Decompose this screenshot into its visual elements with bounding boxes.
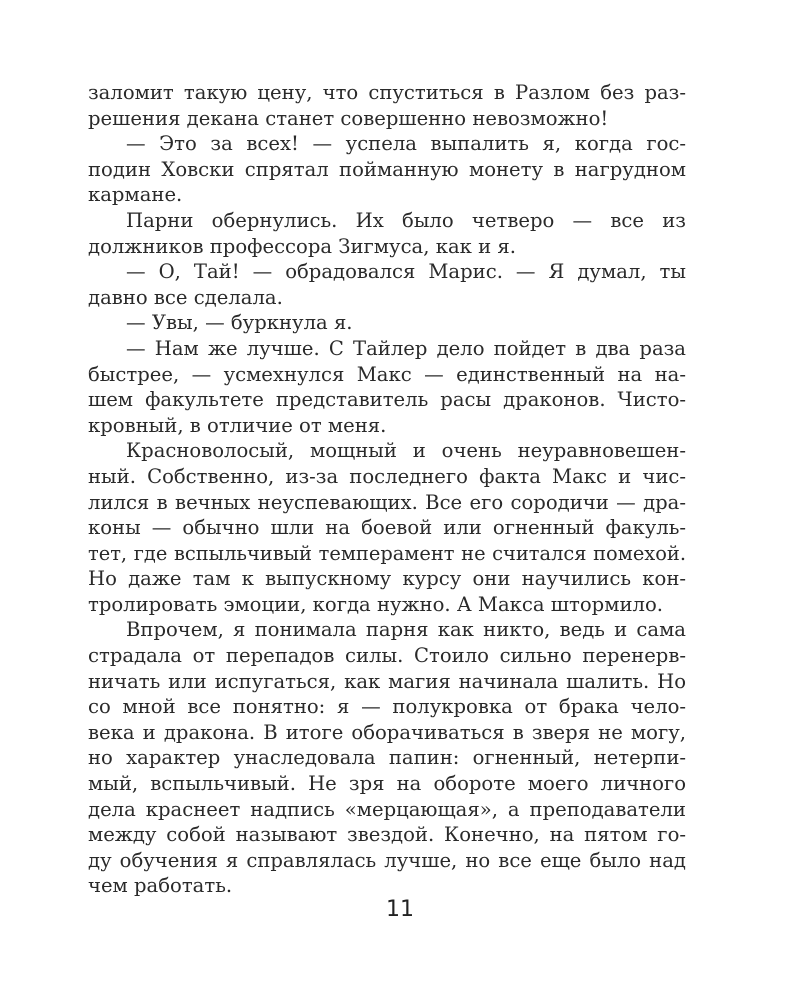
text-line: Красноволосый, мощный и очень неуравновешен- (126, 439, 686, 463)
text-line: давно все сделала. (88, 285, 283, 309)
text-line: Но даже там к выпускному курсу они научились кон- (88, 567, 686, 591)
text-line: лился в вечных неуспевающих. Все его сородичи — дра- (88, 490, 686, 514)
text-line: решения декана станет совершенно невозможно! (88, 106, 609, 130)
text-line: должников профессора Зигмуса, как и я. (88, 234, 516, 258)
text-line: Впрочем, я понимала парня как никто, ведь и сама (126, 618, 686, 642)
text-line: — О, Тай! — обрадовался Марис. — Я думал, ты (126, 260, 686, 284)
text-line: подин Ховски спрятал пойманную монету в нагрудном (88, 157, 686, 181)
body-text (88, 80, 686, 899)
text-line: — Нам же лучше. С Тайлер дело пойдет в два раза (126, 336, 686, 360)
text-line: ду обучения я справлялась лучше, но все еще было над (88, 848, 686, 872)
text-line: ничать или испугаться, как магия начинала шалить. Но (88, 669, 686, 693)
text-line: коны — обычно шли на боевой или огненный факуль- (88, 516, 686, 540)
text-line: Парни обернулись. Их было четверо — все из (126, 208, 686, 232)
text-line: заломит такую цену, что спуститься в Разлом без раз- (88, 81, 686, 104)
text-line: мый, вспыльчивый. Не зря на обороте моего личного (88, 772, 686, 796)
text-line: ный. Собственно, из-за последнего факта Макс и чис- (88, 464, 686, 488)
text-line: кровный, в отличие от меня. (88, 413, 387, 437)
text-line: тролировать эмоции, когда нужно. А Макса штормило. (88, 592, 663, 616)
text-line: чем работать. (88, 874, 233, 898)
text-line: — Это за всех! — успела выпалить я, когда гос- (126, 132, 686, 156)
text-line: страдала от перепадов силы. Стоило сильно перенерв- (88, 644, 686, 668)
page-number: 11 (386, 897, 414, 922)
text-line: тет, где вспыльчивый темперамент не считался помехой. (88, 541, 686, 565)
text-line: со мной все понятно: я — полукровка от брака чело- (88, 695, 686, 719)
text-line: быстрее, — усмехнулся Макс — единственный на на- (88, 362, 686, 386)
text-line: шем факультете представитель расы драконов. Чисто- (88, 388, 686, 412)
text-line: дела краснеет надпись «мерцающая», а преподаватели (88, 797, 686, 821)
text-line: но характер унаследовала папин: огненный, нетерпи- (88, 746, 686, 770)
text-line: века и дракона. В итоге оборачиваться в зверя не могу, (88, 720, 686, 744)
text-line: — Увы, — буркнула я. (126, 311, 353, 335)
text-line: кармане. (88, 183, 183, 207)
text-line: между собой называют звездой. Конечно, на пятом го- (88, 823, 686, 847)
